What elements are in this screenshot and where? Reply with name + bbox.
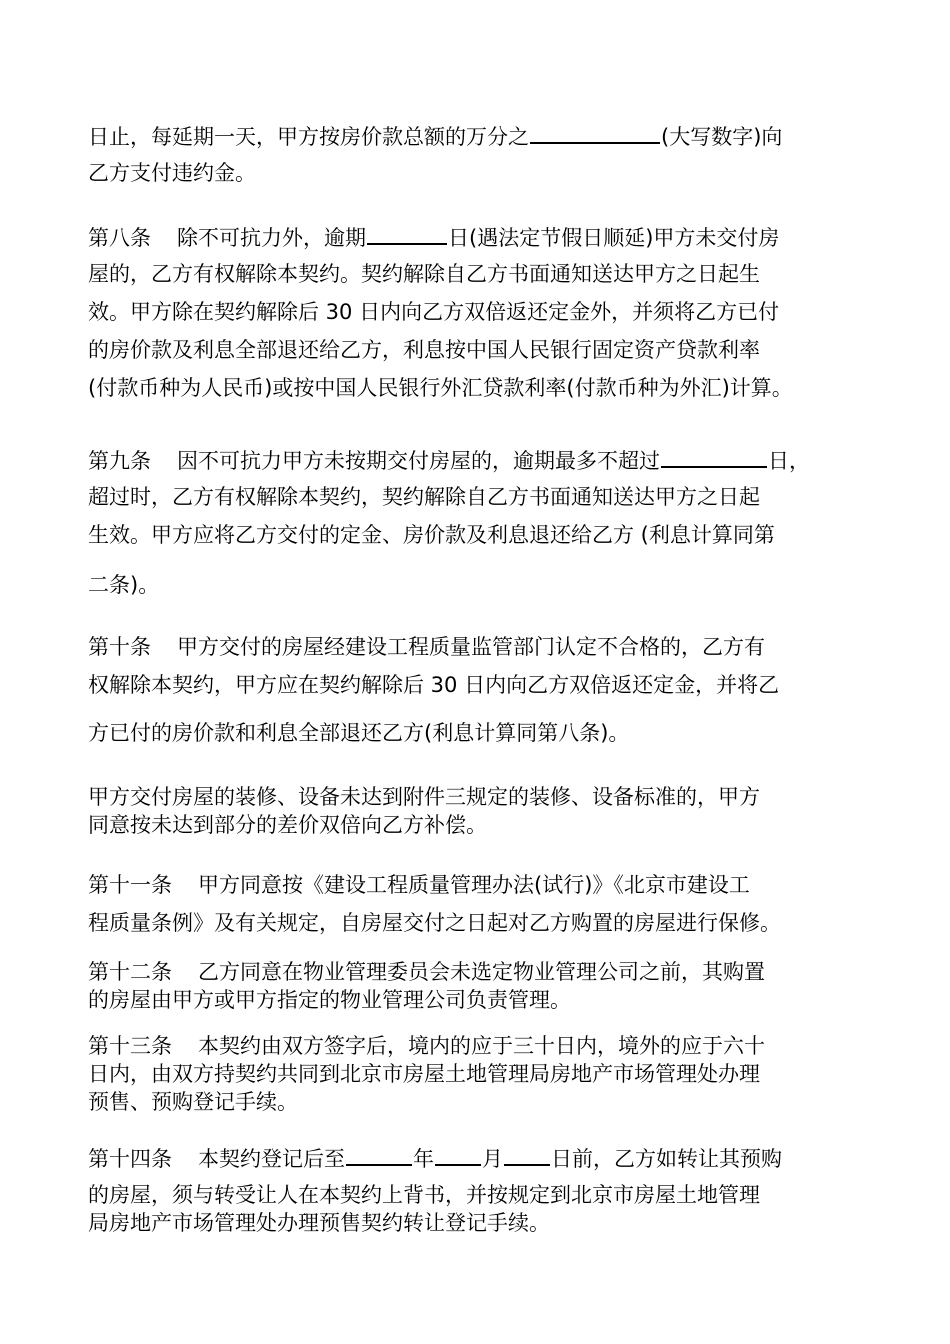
text: 日止，每延期一天，甲方按房价款总额的万分之 [88,125,529,149]
text: 预售、预购登记手续。 [88,1090,298,1114]
text: 日， [768,449,810,473]
text: 本契约由双方签字后，境内的应于三十日内，境外的应于六十 [198,1034,765,1058]
text: 乙方同意在物业管理委员会未选定物业管理公司之前，其购置 [198,960,765,984]
text: 程质量条例》及有关规定，自房屋交付之日起对乙方购置的房屋进行保修。 [88,911,781,935]
article-heading: 第十三条 [88,1034,172,1058]
text: 的房屋，须与转受让人在本契约上背书，并按规定到北京市房屋土地管理 [88,1183,760,1207]
text: 年 [413,1147,434,1171]
text: 因不可抗力甲方未按期交付房屋的，逾期最多不超过 [177,449,660,473]
text: 除不可抗力外，逾期 [177,226,366,250]
text: 日(遇法定节假日顺延)甲方未交付房 [448,226,780,250]
text: 超过时，乙方有权解除本契约，契约解除自乙方书面通知送达甲方之日起 [88,485,760,509]
blank-field-days[interactable] [661,444,767,468]
article-heading: 第八条 [88,226,151,250]
text: 同意按未达到部分的差价双倍向乙方补偿。 [88,813,487,837]
text: (付款币种为人民币)或按中国人民银行外汇贷款利率(付款币种为外汇)计算。 [88,376,793,400]
blank-field-days[interactable] [367,221,447,245]
text: 日内，由双方持契约共同到北京市房屋土地管理局房地产市场管理处办理 [88,1062,760,1086]
text: 本契约登记后至 [198,1147,345,1171]
article-heading: 第十二条 [88,960,172,984]
text: 甲方同意按《建设工程质量管理办法(试行)》《北京市建设工 [198,873,750,897]
text: 日前，乙方如转让其预购 [551,1147,782,1171]
article-heading: 第九条 [88,449,151,473]
text: 甲方交付房屋的装修、设备未达到附件三规定的装修、设备标准的，甲方 [88,785,760,809]
text: 效。甲方除在契约解除后 30 日内向乙方双倍返还定金外，并须将乙方已付 [88,300,780,324]
blank-field-ratio[interactable] [530,120,660,144]
article-heading: 第十条 [88,635,151,659]
blank-field-day[interactable] [504,1142,550,1166]
text: (大写数字)向 [661,125,783,149]
text: 乙方支付违约金。 [88,161,256,185]
text: 的房屋由甲方或甲方指定的物业管理公司负责管理。 [88,988,571,1012]
text: 的房价款及利息全部退还给乙方，利息按中国人民银行固定资产贷款利率 [88,338,760,362]
text: 生效。甲方应将乙方交付的定金、房价款及利息退还给乙方 (利息计算同第 [88,523,775,547]
article-heading: 第十四条 [88,1147,172,1171]
article-heading: 第十一条 [88,873,172,897]
text: 甲方交付的房屋经建设工程质量监管部门认定不合格的，乙方有 [177,635,765,659]
blank-field-month[interactable] [435,1142,481,1166]
text: 月 [482,1147,503,1171]
text: 局房地产市场管理处办理预售契约转让登记手续。 [88,1211,550,1235]
blank-field-year[interactable] [346,1142,412,1166]
text: 屋的，乙方有权解除本契约。契约解除自乙方书面通知送达甲方之日起生 [88,262,760,286]
text: 方已付的房价款和利息全部退还乙方(利息计算同第八条)。 [88,721,630,745]
text: 二条)。 [88,573,160,597]
text: 权解除本契约，甲方应在契约解除后 30 日内向乙方双倍返还定金，并将乙 [88,673,780,697]
